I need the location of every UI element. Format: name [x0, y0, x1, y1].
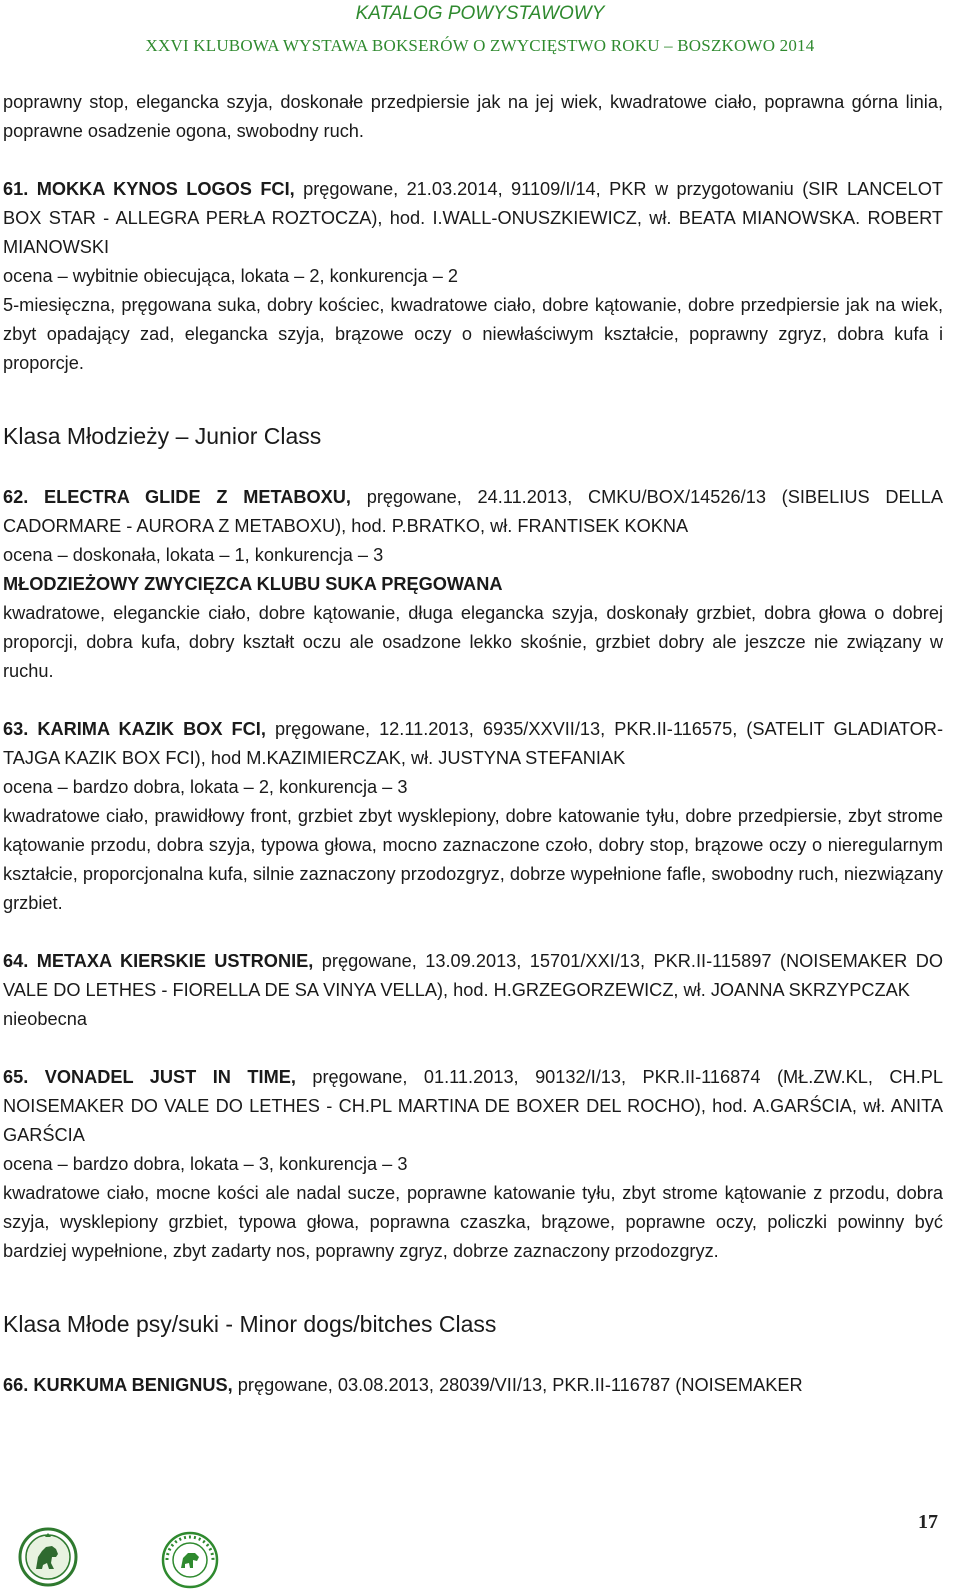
entry-64 [3, 947, 943, 1034]
entry-description: kwadratowe ciało, prawidłowy front, grzbiet zbyt wysklepiony, dobre katowanie tyłu, dobre przedpiersie, zbyt strome kątowanie przodu, dobra szyja, typowa głowa, mocno zaznaczone czoło, dobry stop, brązowe oczy o nieregularnym kształcie, proporcjonalna kufa, silnie zaznaczony przodozgryz, dobrze wypełnione fafle, swobodny ruch, niezwiązany grzbiet. [3, 806, 943, 913]
entry-rating: ocena – bardzo dobra, lokata – 3, konkurencja – 3 [3, 1154, 408, 1174]
entry-name: 62. ELECTRA GLIDE Z METABOXU, [3, 487, 351, 507]
entry-header [3, 947, 943, 1005]
entry-details: pręgowane, 03.08.2013, 28039/VII/13, PKR.II-116787 (NOISEMAKER [232, 1375, 803, 1395]
section-heading-junior: Klasa Młodzieży – Junior Class [3, 423, 322, 449]
catalog-content [3, 88, 943, 1400]
entry-rating: ocena – doskonała, lokata – 1, konkurencja – 3 [3, 545, 384, 565]
entry-description: kwadratowe, eleganckie ciało, dobre kątowanie, długa elegancka szyja, doskonały grzbiet, dobra głowa o dobrej proporcji, dobra kufa, dobry kształt oczu ale osadzone lekko skośnie, grzbiet dobry ale jeszcze nie związany w ruchu. [3, 603, 943, 681]
entry-header [3, 175, 943, 262]
section-heading-minor: Klasa Młode psy/suki - Minor dogs/bitches Class [3, 1311, 497, 1337]
entry-details: pręgowane, 01.11.2013, 90132/I/13, PKR.II-116874 (MŁ.ZW.KL, CH.PL NOISEMAKER DO VALE DO LETHES - CH.PL MARTINA DE BOXER DEL ROCHO), hod. A.GARŚCIA, wł. ANITA GARŚCIA [3, 1067, 943, 1145]
catalog-title: KATALOG POWYSTAWOWY [355, 3, 605, 24]
kennel-association-logo [155, 1530, 225, 1590]
entry-details: pręgowane, 12.11.2013, 6935/XXVII/13, PKR.II-116575, (SATELIT GLADIATOR-TAJGA KAZIK BOX FCI), hod M.KAZIMIERCZAK, wł. JUSTYNA STEFANIAK [3, 719, 944, 768]
entry-description: kwadratowe ciało, mocne kości ale nadal sucze, poprawne katowanie tyłu, zbyt strome kątowanie z przodu, dobra szyja, wysklepiony grzbiet, typowa głowa, poprawna czaszka, brązowe, poprawne oczy, policzki powinny być bardziej wypełnione, zbyt zadarty nos, poprawny zgryz, dobrze zaznaczony przodozgryz. [3, 1183, 943, 1261]
entry-details: pręgowane, 13.09.2013, 15701/XXI/13, PKR.II-115897 (NOISEMAKER DO VALE DO LETHES - FIORELLA DE SA VINYA VELLA), hod. H.GRZEGORZEWICZ, wł. JOANNA SKRZYPCZAK [3, 951, 943, 1000]
entry-award [3, 570, 943, 599]
entry-status: nieobecna [3, 1009, 87, 1029]
entry-62 [3, 483, 943, 686]
entry-name: 66. KURKUMA BENIGNUS, [3, 1375, 233, 1395]
club-logo [18, 1527, 78, 1587]
entry-name: 63. KARIMA KAZIK BOX FCI, [3, 719, 266, 739]
intro-paragraph: poprawny stop, elegancka szyja, doskonałe przedpiersie jak na jej wiek, kwadratowe ciało, poprawna górna linia, poprawne osadzenie ogona, swobodny ruch. [3, 92, 943, 141]
entry-description: 5-miesięczna, pręgowana suka, dobry kościec, kwadratowe ciało, dobre kątowanie, dobre przedpiersie jak na wiek, zbyt opadający zad, elegancka szyja, brązowe oczy o niewłaściwym kształcie, poprawny zgryz, dobra kufa i proporcje. [3, 295, 943, 373]
entry-rating: ocena – wybitnie obiecująca, lokata – 2, konkurencja – 2 [3, 266, 458, 286]
entry-66 [3, 1371, 943, 1400]
entry-header [3, 1063, 943, 1150]
entry-name: 61. MOKKA KYNOS LOGOS FCI, [3, 179, 295, 199]
entry-rating: ocena – bardzo dobra, lokata – 2, konkurencja – 3 [3, 777, 408, 797]
entry-65 [3, 1063, 943, 1266]
entry-name: 65. VONADEL JUST IN TIME, [3, 1067, 296, 1087]
entry-header [3, 1371, 943, 1400]
entry-details: pręgowane, 24.11.2013, CMKU/BOX/14526/13 (SIBELIUS DELLA CADORMARE - AURORA Z METABOXU), hod. P.BRATKO, wł. FRANTISEK KOKNA [3, 487, 943, 536]
entry-header [3, 715, 943, 773]
entry-details: pręgowane, 21.03.2014, 91109/I/14, PKR w przygotowaniu (SIR LANCELOT BOX STAR - ALLEGRA PERŁA ROZTOCZA), hod. I.WALL-ONUSZKIEWICZ, wł. BEATA MIANOWSKA. ROBERT MIANOWSKI [3, 179, 944, 257]
entry-61 [3, 175, 943, 378]
show-subtitle: XXVI KLUBOWA WYSTAWA BOKSERÓW O ZWYCIĘSTWO ROKU – BOSZKOWO 2014 [145, 36, 815, 55]
award-title: MŁODZIEŻOWY ZWYCIĘZCA KLUBU SUKA PRĘGOWANA [3, 574, 503, 594]
entry-63 [3, 715, 943, 918]
entry-name: 64. METAXA KIERSKIE USTRONIE, [3, 951, 314, 971]
page-number: 17 [918, 1511, 938, 1533]
entry-header [3, 483, 943, 541]
